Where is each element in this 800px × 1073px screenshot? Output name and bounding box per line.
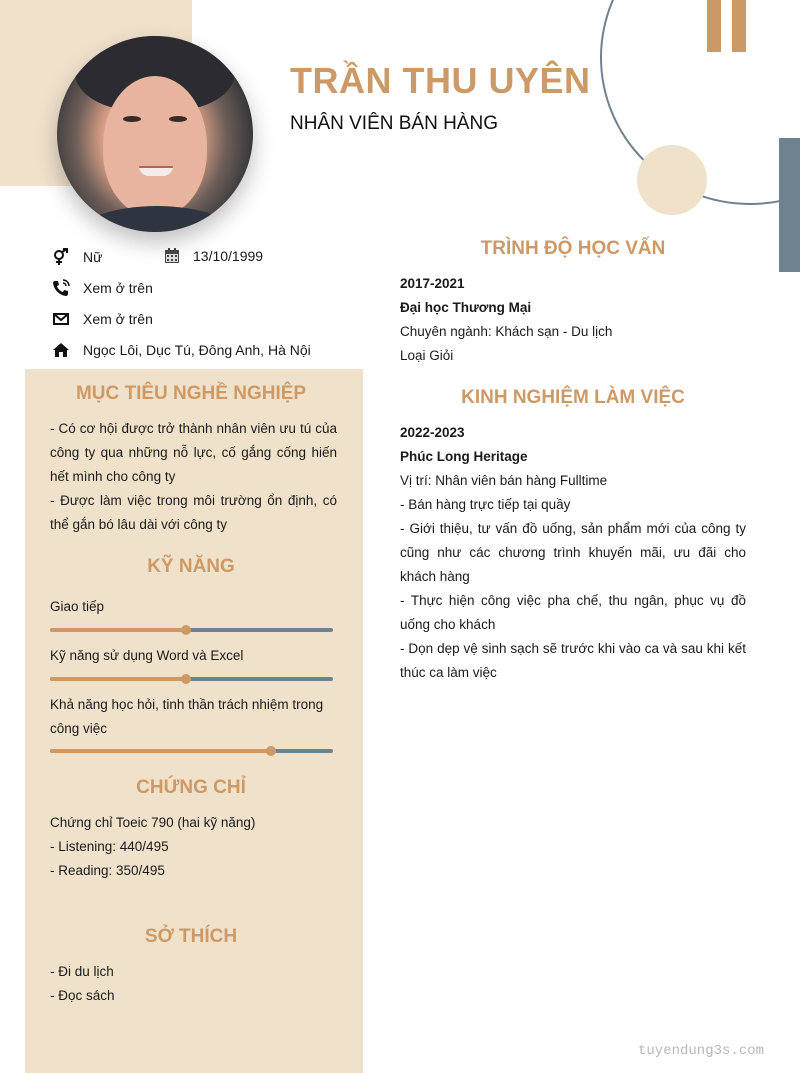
decorative-dot xyxy=(637,145,707,215)
skill-knob xyxy=(266,746,276,756)
birthday-value: 13/10/1999 xyxy=(193,248,264,264)
education-school: Đại học Thương Mại xyxy=(400,300,532,315)
decorative-pillar xyxy=(732,0,746,52)
contact-phone xyxy=(52,279,153,297)
education-grade: Loại Giỏi xyxy=(400,348,454,363)
hobbies-title: SỞ THÍCH xyxy=(144,926,238,947)
decorative-pillar xyxy=(707,0,721,52)
email-value: Xem ở trên xyxy=(83,311,153,327)
candidate-role: NHÂN VIÊN BÁN HÀNG xyxy=(290,113,498,134)
experience-title: KINH NGHIỆM LÀM VIỆC xyxy=(461,387,685,408)
skill-label: Khả năng học hỏi, tinh thần trách nhiệm trong công việc xyxy=(50,697,324,736)
experience-period: 2022-2023 xyxy=(400,425,465,440)
certificate-line: - Reading: 350/495 xyxy=(50,863,165,878)
contact-address xyxy=(52,341,311,359)
email-icon xyxy=(52,310,70,328)
certificate-line: Chứng chỉ Toeic 790 (hai kỹ năng) xyxy=(50,815,256,830)
gender-value: Nữ xyxy=(83,249,103,265)
certificate-line: - Listening: 440/495 xyxy=(50,839,169,854)
skill-bar xyxy=(50,677,333,681)
skill-knob xyxy=(181,625,191,635)
address-value: Ngọc Lôi, Dục Tú, Đông Anh, Hà Nội xyxy=(83,342,311,358)
skill-label: Giao tiếp xyxy=(50,599,105,614)
phone-icon xyxy=(52,279,70,297)
contact-email xyxy=(52,310,153,328)
education-title: TRÌNH ĐỘ HỌC VẤN xyxy=(480,238,666,259)
objective-line: - Được làm việc trong môi trường ổn định, có thể gắn bó lâu dài với công ty xyxy=(50,493,337,532)
hobby-line: - Đọc sách xyxy=(50,988,115,1003)
objective-title: MỤC TIÊU NGHỀ NGHIỆP xyxy=(75,383,307,404)
experience-duty: - Giới thiệu, tư vấn đồ uống, sản phẩm mới của công ty cũng như các chương trình khuyến mãi, ưu đãi cho khách hàng xyxy=(400,521,746,584)
candidate-name: TRẦN THU UYÊN xyxy=(290,60,591,101)
experience-duty: - Thực hiện công việc pha chế, thu ngân, phục vụ đồ uống cho khách xyxy=(400,593,746,632)
education-major: Chuyên ngành: Khách sạn - Du lịch xyxy=(400,324,613,339)
phone-value: Xem ở trên xyxy=(83,280,153,296)
skill-bar xyxy=(50,749,333,753)
experience-duty: - Bán hàng trực tiếp tại quầy xyxy=(400,497,571,512)
skill-knob xyxy=(181,674,191,684)
experience-company: Phúc Long Heritage xyxy=(400,449,528,464)
experience-duty: - Dọn dẹp vệ sinh sạch sẽ trước khi vào ca và sau khi kết thúc ca làm việc xyxy=(400,641,746,680)
certificates-title: CHỨNG CHỈ xyxy=(136,777,246,798)
skill-label: Kỹ năng sử dụng Word và Excel xyxy=(50,648,244,663)
contact-birthday xyxy=(164,248,263,264)
objective-line: - Có cơ hội được trở thành nhân viên ưu tú của công ty qua những nỗ lực, cố gắng cống hiến hết mình cho công ty xyxy=(50,421,337,484)
watermark: tuyendung3s.com xyxy=(638,1043,765,1059)
skills-title: KỸ NĂNG xyxy=(147,556,235,577)
contact-gender xyxy=(52,248,102,266)
education-period: 2017-2021 xyxy=(400,276,465,291)
avatar xyxy=(57,36,253,232)
home-icon xyxy=(52,341,70,359)
skill-bar xyxy=(50,628,333,632)
calendar-icon xyxy=(164,248,180,264)
hobby-line: - Đi du lịch xyxy=(50,964,114,979)
experience-position: Vị trí: Nhân viên bán hàng Fulltime xyxy=(400,473,608,488)
decorative-side-bar xyxy=(779,138,800,272)
gender-icon xyxy=(52,248,70,266)
